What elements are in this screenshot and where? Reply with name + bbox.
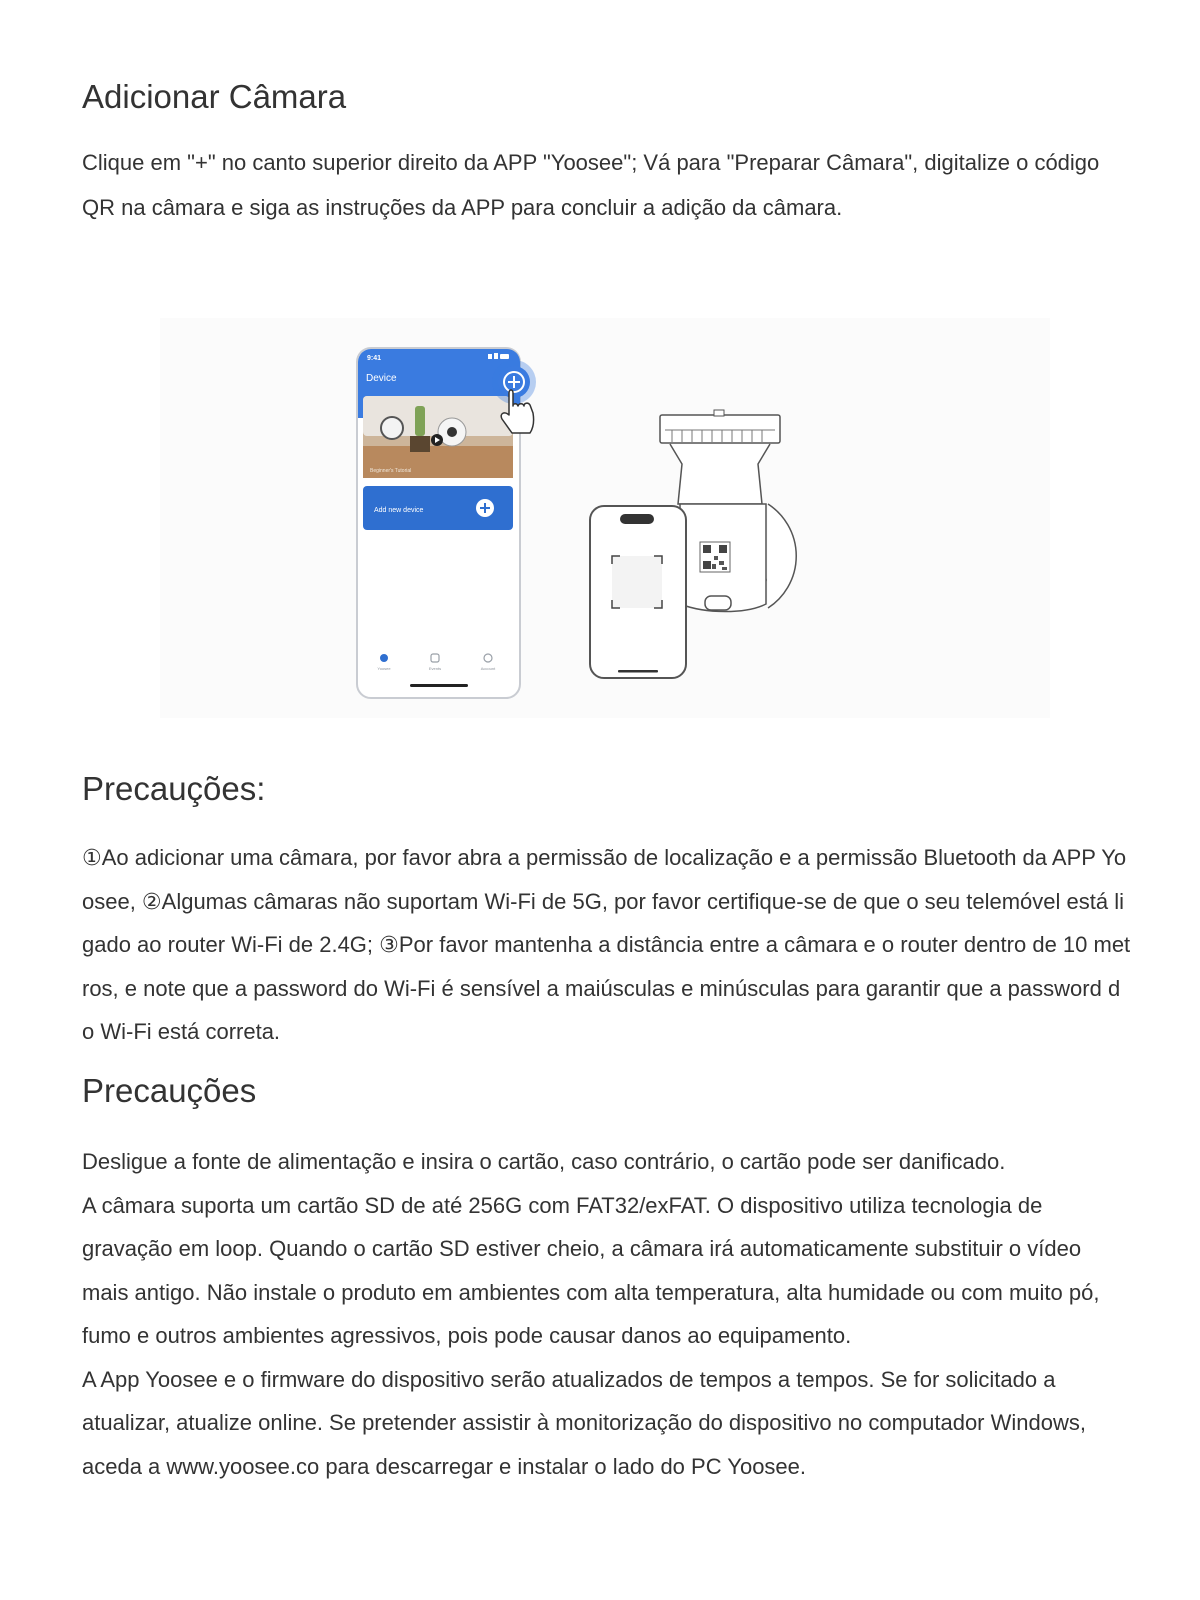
add-new-device-label: Add new device — [374, 507, 424, 514]
tab-label-events: Events — [428, 666, 442, 671]
tab-home-icon[interactable] — [380, 654, 388, 662]
app-phone — [357, 348, 520, 698]
precaution-line-1: Desligue a fonte de alimentação e insira o cartão, caso contrário, o cartão pode ser danificado. — [82, 1149, 1006, 1174]
add-camera-title: Adicionar Câmara — [82, 78, 347, 115]
tab-label-yoosee: Yoosee — [377, 666, 391, 671]
qr-code — [700, 542, 730, 572]
tab-label-account: Account — [480, 666, 496, 671]
precautions-title-1: Precauções: — [82, 770, 266, 807]
precaution-line-2: A câmara suporta um cartão SD de até 256G com FAT32/exFAT. O dispositivo utiliza tecnologia de gravação em loop. Quando o cartão SD estiver cheio, a câmara irá automaticamente substituir o vídeo mais antigo. Não instale o produto em ambientes com alta temperatura, alta humidade ou com muito pó, fumo e outros ambientes agressivos, pois pode causar danos ao equipamento. — [82, 1192, 1100, 1348]
setup-illustration — [160, 318, 1050, 718]
precautions-text-2 — [82, 1140, 1132, 1488]
clock-icon — [381, 417, 403, 439]
video-caption: Beginner's Tutorial — [370, 468, 412, 474]
precaution-line-3: A App Yoosee e o firmware do dispositivo serão atualizados de tempos a tempos. Se for solicitado a atualizar, atualize online. Se pretender assistir à monitorização do dispositivo no computador Windows, aceda a www.yoosee.co para descarregar e instalar o lado do PC Yoosee. — [82, 1366, 1086, 1479]
precautions-text-1: ①Ao adicionar uma câmara, por favor abra a permissão de localização e a permissão Bluetooth da APP Yoosee, ②Algumas câmaras não suportam Wi-Fi de 5G, por favor certifique-se de que o seu telemóvel está ligado ao router Wi-Fi de 2.4G; ③Por favor mantenha a distância entre a câmara e o router dentro de 10 metros, e note que a password do Wi-Fi é sensível a maiúsculas e minúsculas para garantir que a password do Wi-Fi está correta. — [82, 845, 1131, 1044]
status-time: 9:41 — [367, 355, 382, 362]
add-camera-instructions: Clique em "+" no canto superior direito da APP "Yoosee"; Vá para "Preparar Câmara", digitalize o código QR na câmara e siga as instruções da APP para concluir a adição da câmara. — [82, 150, 1100, 220]
scanning-phone — [590, 506, 686, 678]
precautions-title-2: Precauções — [82, 1072, 257, 1109]
setup-illustration-svg — [160, 318, 1050, 718]
app-title: Device — [366, 373, 397, 384]
